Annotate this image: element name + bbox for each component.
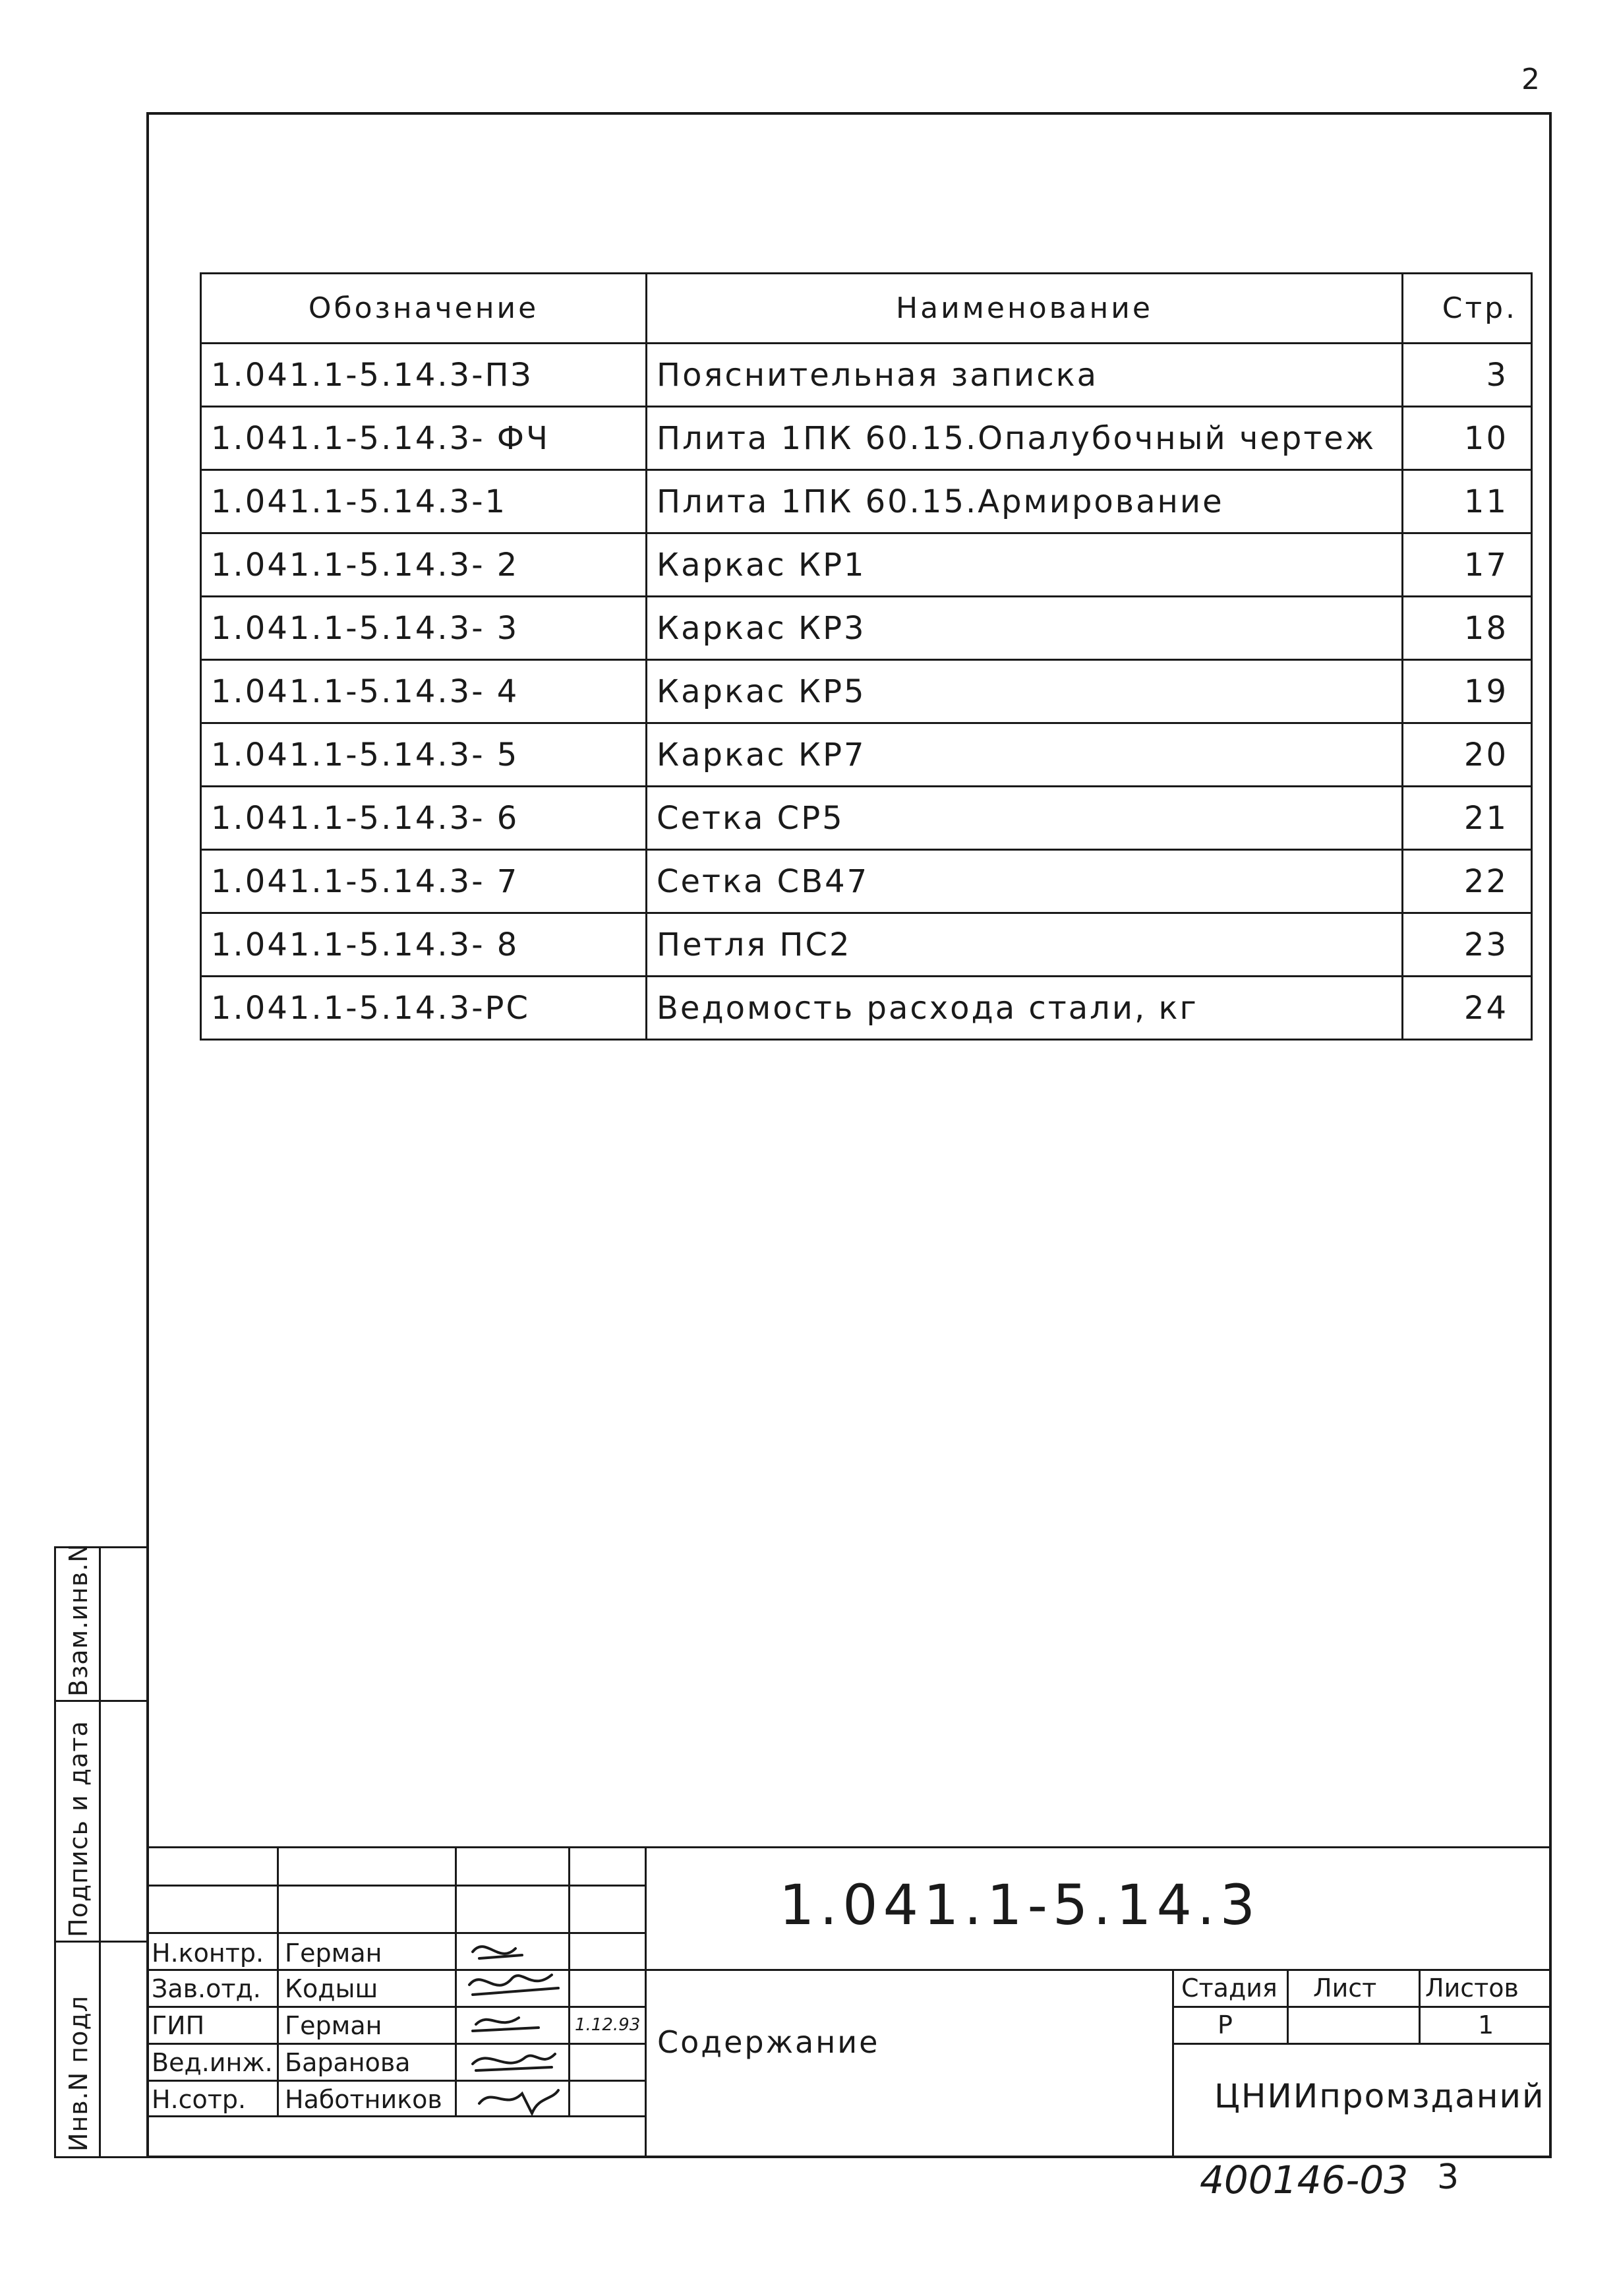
row-designation: 1.041.1-5.14.3- 7 [201,850,647,913]
substitute-inventory-label: Взам.инв.N [64,1543,93,1697]
contents-row [201,723,1532,787]
grid-line [146,2115,645,2117]
row-designation: 1.041.1-5.14.3-РС [201,977,647,1040]
row-page: 21 [1403,787,1532,850]
row-name: Петля ПС2 [647,913,1403,977]
row-name: Сетка СВ47 [647,850,1403,913]
row-name: Каркас КР3 [647,597,1403,660]
row-page: 3 [1403,344,1532,407]
grid-line [1172,1969,1174,2158]
row-designation: 1.041.1-5.14.3- 3 [201,597,647,660]
row-page: 19 [1403,660,1532,723]
grid-line [146,1932,645,1934]
signature-date-label: Подпись и дата [64,1720,93,1937]
signature-german-2 [473,2018,539,2031]
side-stamp [54,1543,146,2158]
row-page: 11 [1403,470,1532,533]
document-code: 1.041.1-5.14.3 [779,1873,1261,1937]
header-name: Наименование [647,274,1403,344]
contents-row [201,344,1532,407]
title-block-top-line [146,1846,1552,1848]
grid-line [146,2006,645,2008]
staff-name: Герман [285,1939,382,1968]
contents-row [201,533,1532,597]
grid-line [455,1846,457,2115]
title-block [146,1846,1552,2158]
signature-baranova [473,2054,555,2070]
staff-name: Кодыш [285,1974,378,2003]
staff-name: Баранова [285,2048,411,2077]
row-name: Каркас КР7 [647,723,1403,787]
row-page: 17 [1403,533,1532,597]
grid-line [146,1969,645,1971]
signature-kodysh [469,1975,558,1995]
row-designation: 1.041.1-5.14.3- 6 [201,787,647,850]
staff-role: ГИП [152,2011,205,2040]
staff-role: Вед.инж. [152,2048,273,2077]
row-page: 10 [1403,407,1532,470]
contents-row [201,913,1532,977]
grid-line [1172,2006,1552,2008]
row-name: Плита 1ПК 60.15.Армирование [647,470,1403,533]
page-number: 2 [1521,63,1540,96]
row-page: 24 [1403,977,1532,1040]
signature-scribbles [459,1932,565,2123]
sheet-title: Содержание [657,2024,880,2060]
sheets-label: Листов [1425,1974,1519,2003]
contents-row [201,660,1532,723]
contents-row [201,470,1532,533]
contents-header-row [201,274,1532,344]
contents-row [201,977,1532,1040]
row-page: 20 [1403,723,1532,787]
grid-line [1287,1969,1289,2043]
signature-german [473,1947,522,1958]
staff-role: Н.контр. [152,1939,264,1968]
organization: ЦНИИпромзданий [1214,2077,1545,2115]
row-name: Каркас КР5 [647,660,1403,723]
grid-line [146,1885,645,1887]
stage-label: Стадия [1181,1974,1278,2003]
grid-line [568,1846,570,2115]
grid-line [146,2080,645,2082]
grid-line [645,1846,647,2158]
row-name: Пояснительная записка [647,344,1403,407]
side-stamp-value-column [101,1548,146,2156]
archive-page: 3 [1437,2158,1459,2197]
contents-table [200,272,1533,1041]
row-designation: 1.041.1-5.14.3- 4 [201,660,647,723]
signature-nabotnikov [479,2090,558,2113]
row-name: Каркас КР1 [647,533,1403,597]
header-page: Стр. [1403,274,1532,344]
row-page: 22 [1403,850,1532,913]
contents-row [201,407,1532,470]
archive-number: 400146-03 [1200,2158,1409,2202]
row-designation: 1.041.1-5.14.3-1 [201,470,647,533]
row-page: 18 [1403,597,1532,660]
grid-line [1172,2043,1552,2045]
grid-line [1419,1969,1421,2043]
sheets-value: 1 [1478,2010,1494,2039]
side-stamp-divider [56,1700,148,1702]
grid-line [277,1846,279,2115]
contents-row [201,787,1532,850]
contents-row [201,850,1532,913]
sheet-label: Лист [1313,1974,1377,2003]
staff-date: 1.12.93 [575,2015,641,2035]
original-inventory-label: Инв.N подл [64,1995,93,2152]
row-page: 23 [1403,913,1532,977]
staff-name: Герман [285,2011,382,2040]
stage-value: Р [1218,2010,1233,2039]
row-designation: 1.041.1-5.14.3- 2 [201,533,647,597]
row-designation: 1.041.1-5.14.3- 8 [201,913,647,977]
row-designation: 1.041.1-5.14.3- 5 [201,723,647,787]
staff-role: Зав.отд. [152,1974,261,2003]
staff-name: Наботников [285,2085,442,2114]
row-name: Плита 1ПК 60.15.Опалубочный чертеж [647,407,1403,470]
staff-role: Н.сотр. [152,2085,247,2114]
row-designation: 1.041.1-5.14.3-ПЗ [201,344,647,407]
row-name: Ведомость расхода стали, кг [647,977,1403,1040]
grid-line [645,1969,1552,1971]
side-stamp-divider [56,1941,148,1943]
grid-line [146,2043,645,2045]
row-name: Сетка СР5 [647,787,1403,850]
header-designation: Обозначение [201,274,647,344]
row-designation: 1.041.1-5.14.3- ФЧ [201,407,647,470]
contents-row [201,597,1532,660]
